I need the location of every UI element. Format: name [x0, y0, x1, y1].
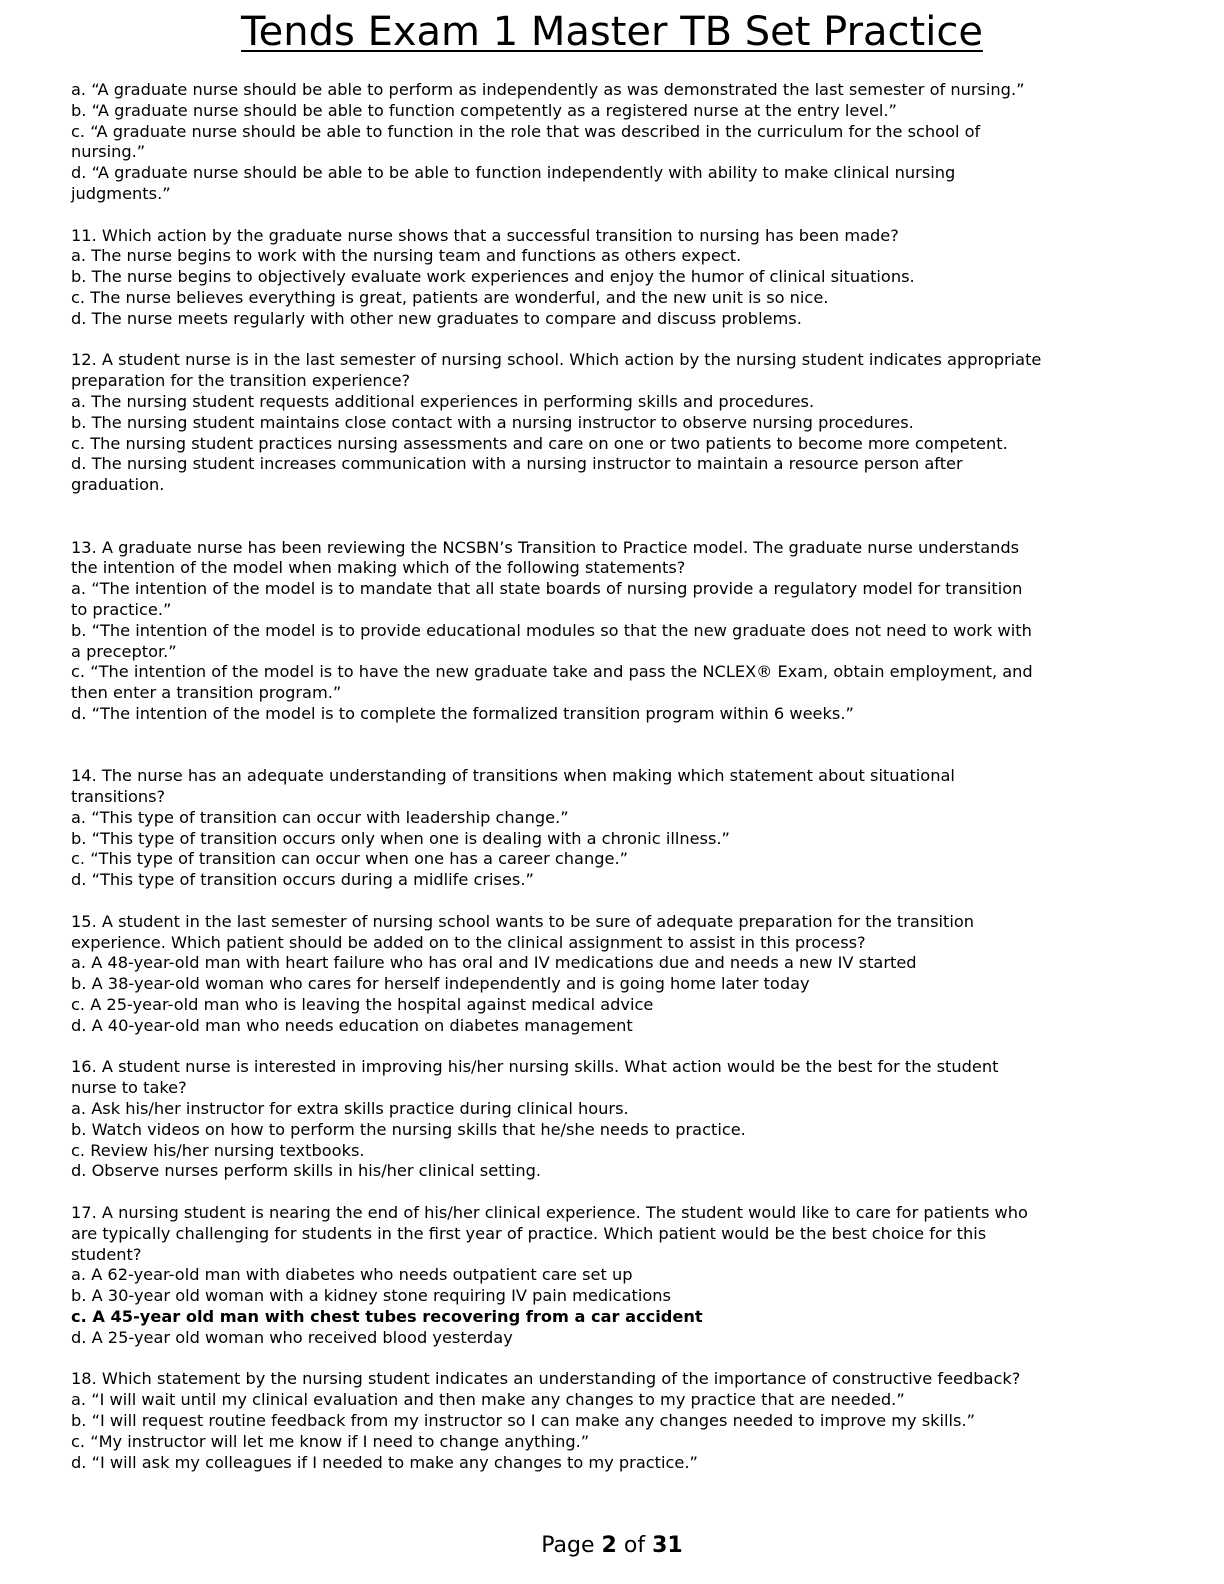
question-text: 13. A graduate nurse has been reviewing the NCSBN’s Transition to Practice model. The graduate nurse understands: [71, 537, 1020, 557]
option-d-continued: graduation.: [71, 475, 165, 495]
question-10-options: [71, 80, 1156, 205]
page-footer: [0, 1531, 1224, 1561]
page-title-text: Tends Exam 1 Master TB Set Practice: [241, 9, 983, 55]
question-18: [71, 1369, 1156, 1473]
question-16: [71, 1057, 1156, 1182]
question-text-continued: the intention of the model when making which of the following statements?: [71, 558, 686, 578]
option-d: d. The nurse meets regularly with other new graduates to compare and discuss problems.: [71, 308, 802, 328]
option-d: d. “I will ask my colleagues if I needed to make any changes to my practice.”: [71, 1452, 698, 1472]
option-d: d. Observe nurses perform skills in his/her clinical setting.: [71, 1161, 542, 1181]
question-text: 12. A student nurse is in the last semester of nursing school. Which action by the nursing student indicates appropriate: [71, 350, 1042, 370]
question-text: 11. Which action by the graduate nurse shows that a successful transition to nursing has been made?: [71, 225, 899, 245]
option-a-continued: to practice.”: [71, 599, 172, 619]
question-text-continued: nurse to take?: [71, 1078, 187, 1098]
question-text-continued: experience. Which patient should be added on to the clinical assignment to assist in this process?: [71, 932, 866, 952]
page-title: [0, 6, 1224, 58]
current-page-number: 2: [601, 1533, 617, 1558]
question-text: 16. A student nurse is interested in improving his/her nursing skills. What action would be the best for the student: [71, 1057, 999, 1077]
option-a: a. Ask his/her instructor for extra skills practice during clinical hours.: [71, 1099, 629, 1119]
option-c: c. “My instructor will let me know if I need to change anything.”: [71, 1431, 590, 1451]
option-c: c. Review his/her nursing textbooks.: [71, 1140, 365, 1160]
option-c-answer: c. A 45-year old man with chest tubes recovering from a car accident: [71, 1307, 703, 1327]
option-b-continued: a preceptor.”: [71, 641, 177, 661]
option-c: c. “This type of transition can occur when one has a career change.”: [71, 849, 629, 869]
option-a: a. “The intention of the model is to mandate that all state boards of nursing provide a regulatory model for transition: [71, 579, 1023, 599]
question-12: [71, 350, 1156, 496]
option-a: a. “This type of transition can occur with leadership change.”: [71, 807, 569, 827]
question-14: [71, 766, 1156, 891]
option-d: d. A 40-year-old man who needs education on diabetes management: [71, 1015, 633, 1035]
page-word: Page: [541, 1533, 595, 1558]
of-word: of: [623, 1533, 646, 1558]
document-body: [71, 80, 1156, 1473]
option-b: b. “I will request routine feedback from my instructor so I can make any changes needed to improve my skills.”: [71, 1411, 976, 1430]
option-a: a. The nurse begins to work with the nursing team and functions as others expect.: [71, 246, 742, 266]
option-b: b. The nursing student maintains close contact with a nursing instructor to observe nursing procedures.: [71, 412, 914, 432]
option-b: b. “The intention of the model is to provide educational modules so that the new graduate does not need to work with: [71, 620, 1032, 640]
question-text: 14. The nurse has an adequate understanding of transitions when making which statement about situational: [71, 766, 955, 786]
option-c-continued: nursing.”: [71, 142, 146, 162]
question-11: [71, 226, 1156, 330]
option-d: d. The nursing student increases communication with a nursing instructor to maintain a resource person after: [71, 454, 963, 474]
question-text-continued: transitions?: [71, 787, 166, 807]
question-text: 17. A nursing student is nearing the end of his/her clinical experience. The student would like to care for patients who: [71, 1203, 1028, 1223]
option-b: b. “A graduate nurse should be able to function competently as a registered nurse at the entry level.”: [71, 100, 897, 120]
option-a: a. “A graduate nurse should be able to perform as independently as was demonstrated the last semester of nursing.”: [71, 80, 1025, 99]
option-b: b. “This type of transition occurs only when one is dealing with a chronic illness.”: [71, 828, 730, 848]
option-a: a. A 62-year-old man with diabetes who needs outpatient care set up: [71, 1265, 633, 1285]
option-b: b. A 38-year-old woman who cares for herself independently and is going home later today: [71, 974, 810, 994]
question-text: 15. A student in the last semester of nursing school wants to be sure of adequate preparation for the transition: [71, 911, 975, 931]
option-c: c. “A graduate nurse should be able to function in the role that was described in the curriculum for the school of: [71, 121, 981, 141]
option-c: c. A 25-year-old man who is leaving the hospital against medical advice: [71, 995, 654, 1015]
option-b: b. Watch videos on how to perform the nursing skills that he/she needs to practice.: [71, 1119, 746, 1139]
option-c: c. The nursing student practices nursing assessments and care on one or two patients to become more competent.: [71, 433, 1008, 453]
option-c-continued: then enter a transition program.”: [71, 683, 342, 703]
option-b: b. A 30-year old woman with a kidney stone requiring IV pain medications: [71, 1286, 671, 1306]
option-c: c. “The intention of the model is to have the new graduate take and pass the NCLEX® Exam, obtain employment, and: [71, 662, 1033, 682]
option-a: a. A 48-year-old man with heart failure who has oral and IV medications due and needs a new IV started: [71, 953, 917, 973]
option-d: d. “A graduate nurse should be able to be able to function independently with ability to make clinical nursing: [71, 163, 956, 183]
question-text-continued: student?: [71, 1244, 142, 1264]
question-text-continued: are typically challenging for students in the first year of practice. Which patient would be the best choice for this: [71, 1223, 987, 1243]
option-d: d. “This type of transition occurs during a midlife crises.”: [71, 870, 534, 890]
option-c: c. The nurse believes everything is great, patients are wonderful, and the new unit is so nice.: [71, 287, 829, 307]
option-b: b. The nurse begins to objectively evaluate work experiences and enjoy the humor of clinical situations.: [71, 267, 915, 287]
option-d-continued: judgments.”: [71, 183, 171, 203]
option-d: d. “The intention of the model is to complete the formalized transition program within 6 weeks.”: [71, 703, 854, 723]
question-17: [71, 1203, 1156, 1349]
question-text-continued: preparation for the transition experience?: [71, 371, 411, 391]
question-text: 18. Which statement by the nursing student indicates an understanding of the importance of constructive feedback?: [71, 1369, 1021, 1389]
option-d: d. A 25-year old woman who received blood yesterday: [71, 1327, 513, 1347]
question-13: [71, 538, 1156, 725]
question-15: [71, 912, 1156, 1037]
total-page-count: 31: [652, 1533, 683, 1558]
option-a: a. “I will wait until my clinical evaluation and then make any changes to my practice that are needed.”: [71, 1390, 905, 1410]
option-a: a. The nursing student requests additional experiences in performing skills and procedures.: [71, 391, 815, 411]
